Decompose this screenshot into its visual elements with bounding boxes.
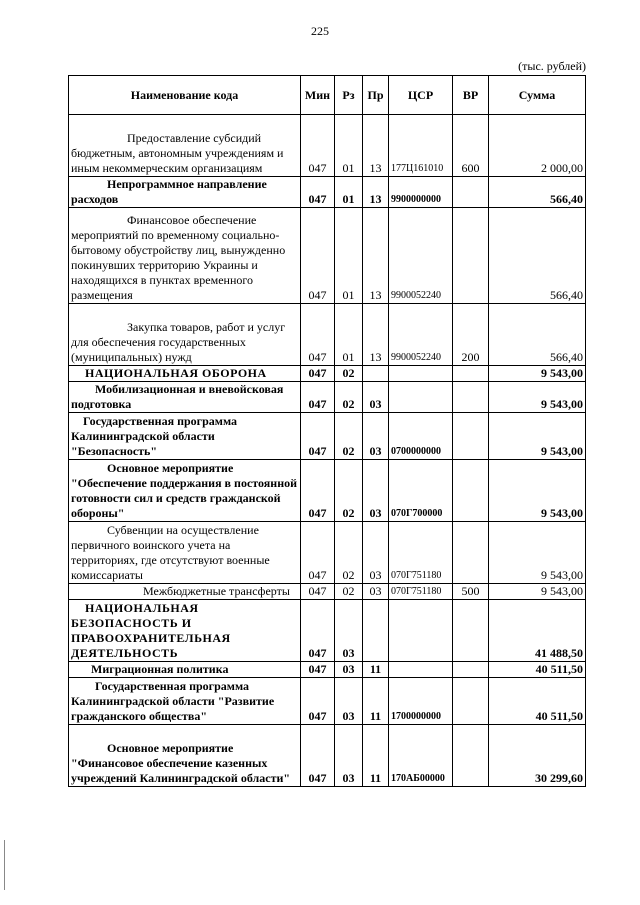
row-name: Непрограммное направление расходов	[69, 177, 301, 208]
header-name: Наименование кода	[69, 76, 301, 115]
row-name: Государственная программа Калининградской области "Развитие гражданского общества"	[69, 678, 301, 725]
row-min: 047	[301, 725, 335, 787]
row-sum: 40 511,50	[489, 678, 586, 725]
units-label: (тыс. рублей)	[518, 59, 586, 73]
row-vr	[453, 678, 489, 725]
row-name: Субвенции на осуществление первичного воинского учета на территориях, где отсутствуют военные комиссариаты	[69, 522, 301, 584]
row-min: 047	[301, 304, 335, 366]
header-sum: Сумма	[489, 76, 586, 115]
row-vr: 500	[453, 584, 489, 600]
table-row	[69, 304, 586, 366]
row-vr	[453, 413, 489, 460]
row-min: 047	[301, 662, 335, 678]
row-csr: 1700000000	[389, 678, 453, 725]
row-min: 047	[301, 382, 335, 413]
row-pr: 13	[363, 115, 389, 177]
row-vr	[453, 522, 489, 584]
table-row	[69, 678, 586, 725]
row-vr	[453, 662, 489, 678]
row-sum: 2 000,00	[489, 115, 586, 177]
row-rz: 01	[335, 115, 363, 177]
row-pr: 03	[363, 584, 389, 600]
row-vr	[453, 725, 489, 787]
header-csr: ЦСР	[389, 76, 453, 115]
row-sum: 566,40	[489, 177, 586, 208]
row-csr	[389, 600, 453, 662]
row-name: Миграционная политика	[69, 662, 301, 678]
row-rz: 01	[335, 208, 363, 304]
row-name: Закупка товаров, работ и услуг для обеспечения государственных (муниципальных) нужд	[69, 304, 301, 366]
row-csr: 9900000000	[389, 177, 453, 208]
row-csr: 9900052240	[389, 208, 453, 304]
row-pr: 03	[363, 460, 389, 522]
row-rz: 03	[335, 725, 363, 787]
row-rz: 02	[335, 460, 363, 522]
row-name: НАЦИОНАЛЬНАЯ ОБОРОНА	[69, 366, 301, 382]
row-min: 047	[301, 678, 335, 725]
row-csr: 070Г700000	[389, 460, 453, 522]
row-min: 047	[301, 584, 335, 600]
row-pr: 11	[363, 678, 389, 725]
row-pr: 03	[363, 382, 389, 413]
row-pr: 03	[363, 413, 389, 460]
row-name: НАЦИОНАЛЬНАЯ БЕЗОПАСНОСТЬ И ПРАВООХРАНИТЕЛЬНАЯ ДЕЯТЕЛЬНОСТЬ	[69, 600, 301, 662]
row-sum: 9 543,00	[489, 584, 586, 600]
header-pr: Пр	[363, 76, 389, 115]
row-csr: 070Г751180	[389, 584, 453, 600]
row-sum: 40 511,50	[489, 662, 586, 678]
row-csr: 070Г751180	[389, 522, 453, 584]
row-pr: 11	[363, 725, 389, 787]
row-csr	[389, 382, 453, 413]
table-row	[69, 460, 586, 522]
row-sum: 566,40	[489, 304, 586, 366]
header-vr: ВР	[453, 76, 489, 115]
row-sum: 9 543,00	[489, 413, 586, 460]
row-sum: 566,40	[489, 208, 586, 304]
row-csr: 9900052240	[389, 304, 453, 366]
row-rz: 03	[335, 662, 363, 678]
row-vr	[453, 366, 489, 382]
row-csr: 177Ц161010	[389, 115, 453, 177]
header-rz: Рз	[335, 76, 363, 115]
table-row	[69, 115, 586, 177]
row-rz: 03	[335, 678, 363, 725]
row-sum: 41 488,50	[489, 600, 586, 662]
row-vr	[453, 600, 489, 662]
page-number: 225	[311, 24, 329, 38]
row-min: 047	[301, 413, 335, 460]
row-rz: 02	[335, 366, 363, 382]
scan-edge-mark	[4, 840, 7, 890]
row-name: Основное мероприятие "Финансовое обеспечение казенных учреждений Калининградской области"	[69, 725, 301, 787]
row-vr	[453, 460, 489, 522]
row-sum: 30 299,60	[489, 725, 586, 787]
row-min: 047	[301, 366, 335, 382]
row-vr	[453, 177, 489, 208]
row-min: 047	[301, 460, 335, 522]
row-csr: 170АБ00000	[389, 725, 453, 787]
row-min: 047	[301, 177, 335, 208]
table-row	[69, 725, 586, 787]
row-name: Финансовое обеспечение мероприятий по временному социально-бытовому обустройству лиц, вынужденно покинувших территорию Украины и находящихся в пунктах временного размещения	[69, 208, 301, 304]
row-rz: 01	[335, 304, 363, 366]
row-min: 047	[301, 208, 335, 304]
row-pr: 13	[363, 177, 389, 208]
row-pr: 11	[363, 662, 389, 678]
table-row	[69, 662, 586, 678]
row-pr	[363, 366, 389, 382]
row-rz: 01	[335, 177, 363, 208]
row-vr	[453, 382, 489, 413]
row-pr: 13	[363, 208, 389, 304]
row-rz: 02	[335, 382, 363, 413]
row-csr	[389, 366, 453, 382]
row-pr: 13	[363, 304, 389, 366]
row-rz: 02	[335, 413, 363, 460]
row-csr: 0700000000	[389, 413, 453, 460]
row-vr: 600	[453, 115, 489, 177]
table-row	[69, 208, 586, 304]
table-row	[69, 177, 586, 208]
budget-table	[68, 75, 586, 787]
table-row	[69, 366, 586, 382]
row-name: Мобилизационная и вневойсковая подготовка	[69, 382, 301, 413]
row-rz: 02	[335, 522, 363, 584]
table-row	[69, 584, 586, 600]
row-name: Основное мероприятие "Обеспечение поддержания в постоянной готовности сил и средств гражданской обороны"	[69, 460, 301, 522]
row-vr	[453, 208, 489, 304]
row-pr	[363, 600, 389, 662]
row-sum: 9 543,00	[489, 522, 586, 584]
header-min: Мин	[301, 76, 335, 115]
row-name: Предоставление субсидий бюджетным, автономным учреждениям и иным некоммерческим организациям	[69, 115, 301, 177]
row-csr	[389, 662, 453, 678]
row-rz: 02	[335, 584, 363, 600]
table-row	[69, 382, 586, 413]
row-name: Государственная программа Калининградской области "Безопасность"	[69, 413, 301, 460]
row-vr: 200	[453, 304, 489, 366]
table-row	[69, 600, 586, 662]
row-min: 047	[301, 600, 335, 662]
row-sum: 9 543,00	[489, 460, 586, 522]
row-pr: 03	[363, 522, 389, 584]
row-sum: 9 543,00	[489, 382, 586, 413]
table-row	[69, 413, 586, 460]
row-rz: 03	[335, 600, 363, 662]
row-name: Межбюджетные трансферты	[69, 584, 301, 600]
table-header-row	[69, 76, 586, 115]
table-row	[69, 522, 586, 584]
row-min: 047	[301, 115, 335, 177]
row-sum: 9 543,00	[489, 366, 586, 382]
row-min: 047	[301, 522, 335, 584]
